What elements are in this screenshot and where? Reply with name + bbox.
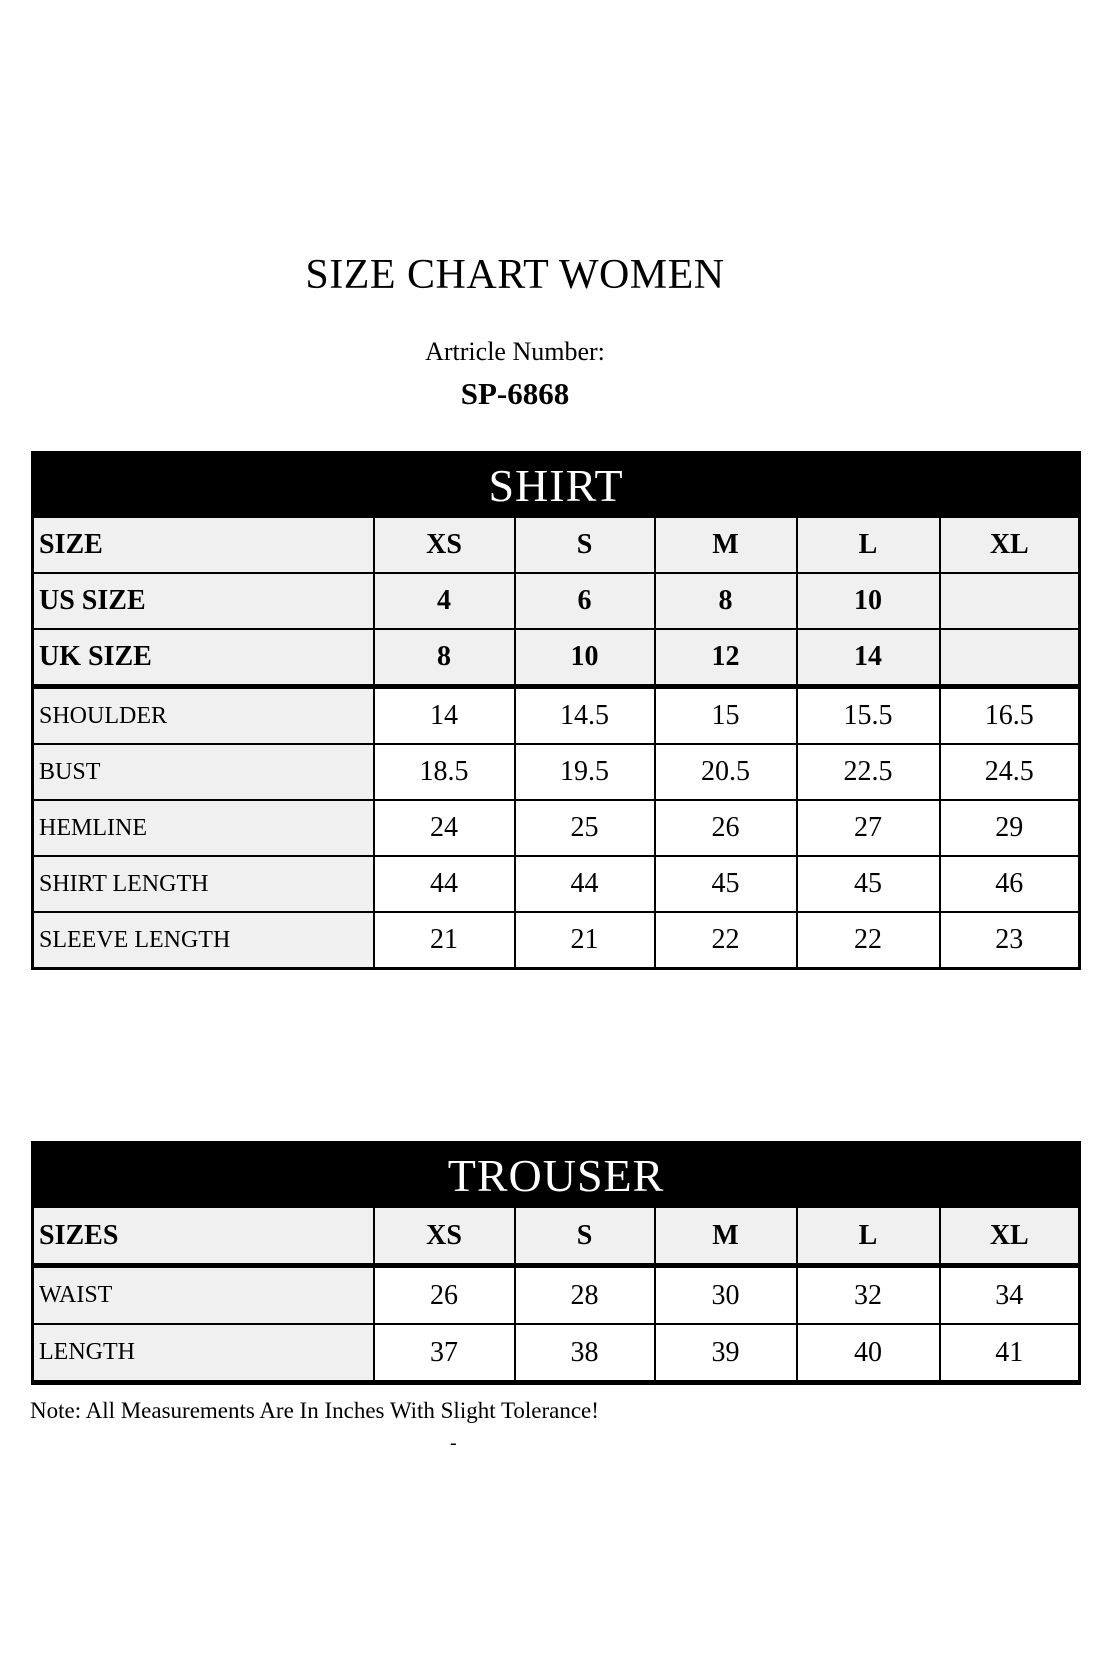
cell-value: 14.5	[515, 687, 655, 745]
cell-value: 22.5	[797, 744, 940, 800]
cell-value: 21	[374, 912, 515, 969]
cell-value: L	[797, 517, 940, 573]
cell-value: 38	[515, 1324, 655, 1383]
cell-value: 45	[797, 856, 940, 912]
cell-value: S	[515, 1207, 655, 1266]
row-label: HEMLINE	[33, 800, 374, 856]
row-label: SHIRT LENGTH	[33, 856, 374, 912]
cell-value: S	[515, 517, 655, 573]
cell-value: XL	[940, 517, 1080, 573]
row-label: SLEEVE LENGTH	[33, 912, 374, 969]
shirt-size-table	[31, 451, 1081, 970]
row-label: BUST	[33, 744, 374, 800]
cell-value: XS	[374, 517, 515, 573]
cell-value: 45	[655, 856, 797, 912]
article-number-value: SP-6868	[460, 375, 570, 411]
cell-value: 10	[797, 573, 940, 629]
cell-value: 40	[797, 1324, 940, 1383]
cell-value: 12	[655, 629, 797, 687]
cell-value	[940, 629, 1080, 687]
table-row	[33, 800, 1080, 856]
row-label: SIZE	[33, 517, 374, 573]
cell-value: 23	[940, 912, 1080, 969]
cell-value: XS	[374, 1207, 515, 1266]
row-label: WAIST	[33, 1266, 374, 1325]
cell-value: L	[797, 1207, 940, 1266]
table-row	[33, 1324, 1080, 1383]
cell-value: 44	[374, 856, 515, 912]
cell-value: 25	[515, 800, 655, 856]
cell-value: 26	[655, 800, 797, 856]
cell-value: 8	[374, 629, 515, 687]
row-label: SHOULDER	[33, 687, 374, 745]
table-row	[33, 1207, 1080, 1266]
measurement-note: Note: All Measurements Are In Inches With Slight Tolerance!	[30, 1398, 599, 1423]
table-row	[33, 573, 1080, 629]
table-row	[33, 744, 1080, 800]
row-label: UK SIZE	[33, 629, 374, 687]
cell-value: 19.5	[515, 744, 655, 800]
cell-value: 32	[797, 1266, 940, 1325]
cell-value: XL	[940, 1207, 1080, 1266]
cell-value: 10	[515, 629, 655, 687]
table-title-row	[33, 453, 1080, 518]
table-title-bar: TROUSER	[33, 1143, 1080, 1208]
cell-value: M	[655, 517, 797, 573]
trouser-size-table	[31, 1141, 1081, 1385]
table-row	[33, 856, 1080, 912]
cell-value: 22	[655, 912, 797, 969]
cell-value: 30	[655, 1266, 797, 1325]
cell-value: 6	[515, 573, 655, 629]
table-row	[33, 517, 1080, 573]
cell-value: 15.5	[797, 687, 940, 745]
cell-value: 34	[940, 1266, 1080, 1325]
page-title: SIZE CHART WOMEN	[305, 252, 725, 298]
cell-value: 27	[797, 800, 940, 856]
cell-value: 37	[374, 1324, 515, 1383]
cell-value: 22	[797, 912, 940, 969]
cell-value: 15	[655, 687, 797, 745]
article-number-label: Artricle Number:	[425, 337, 605, 367]
table-row	[33, 629, 1080, 687]
table-row	[33, 687, 1080, 745]
cell-value: M	[655, 1207, 797, 1266]
cell-value: 14	[374, 687, 515, 745]
cell-value: 21	[515, 912, 655, 969]
table-row	[33, 1266, 1080, 1325]
cell-value: 24.5	[940, 744, 1080, 800]
cell-value: 18.5	[374, 744, 515, 800]
stray-dash: -	[450, 1432, 457, 1454]
cell-value	[940, 573, 1080, 629]
cell-value: 39	[655, 1324, 797, 1383]
row-label: LENGTH	[33, 1324, 374, 1383]
cell-value: 4	[374, 573, 515, 629]
table-title-row	[33, 1143, 1080, 1208]
cell-value: 16.5	[940, 687, 1080, 745]
row-label: US SIZE	[33, 573, 374, 629]
cell-value: 8	[655, 573, 797, 629]
cell-value: 14	[797, 629, 940, 687]
cell-value: 44	[515, 856, 655, 912]
row-label: SIZES	[33, 1207, 374, 1266]
cell-value: 28	[515, 1266, 655, 1325]
cell-value: 20.5	[655, 744, 797, 800]
cell-value: 29	[940, 800, 1080, 856]
cell-value: 26	[374, 1266, 515, 1325]
cell-value: 41	[940, 1324, 1080, 1383]
table-title-bar: SHIRT	[33, 453, 1080, 518]
table-row	[33, 912, 1080, 969]
heading-block	[0, 250, 1030, 412]
cell-value: 24	[374, 800, 515, 856]
cell-value: 46	[940, 856, 1080, 912]
